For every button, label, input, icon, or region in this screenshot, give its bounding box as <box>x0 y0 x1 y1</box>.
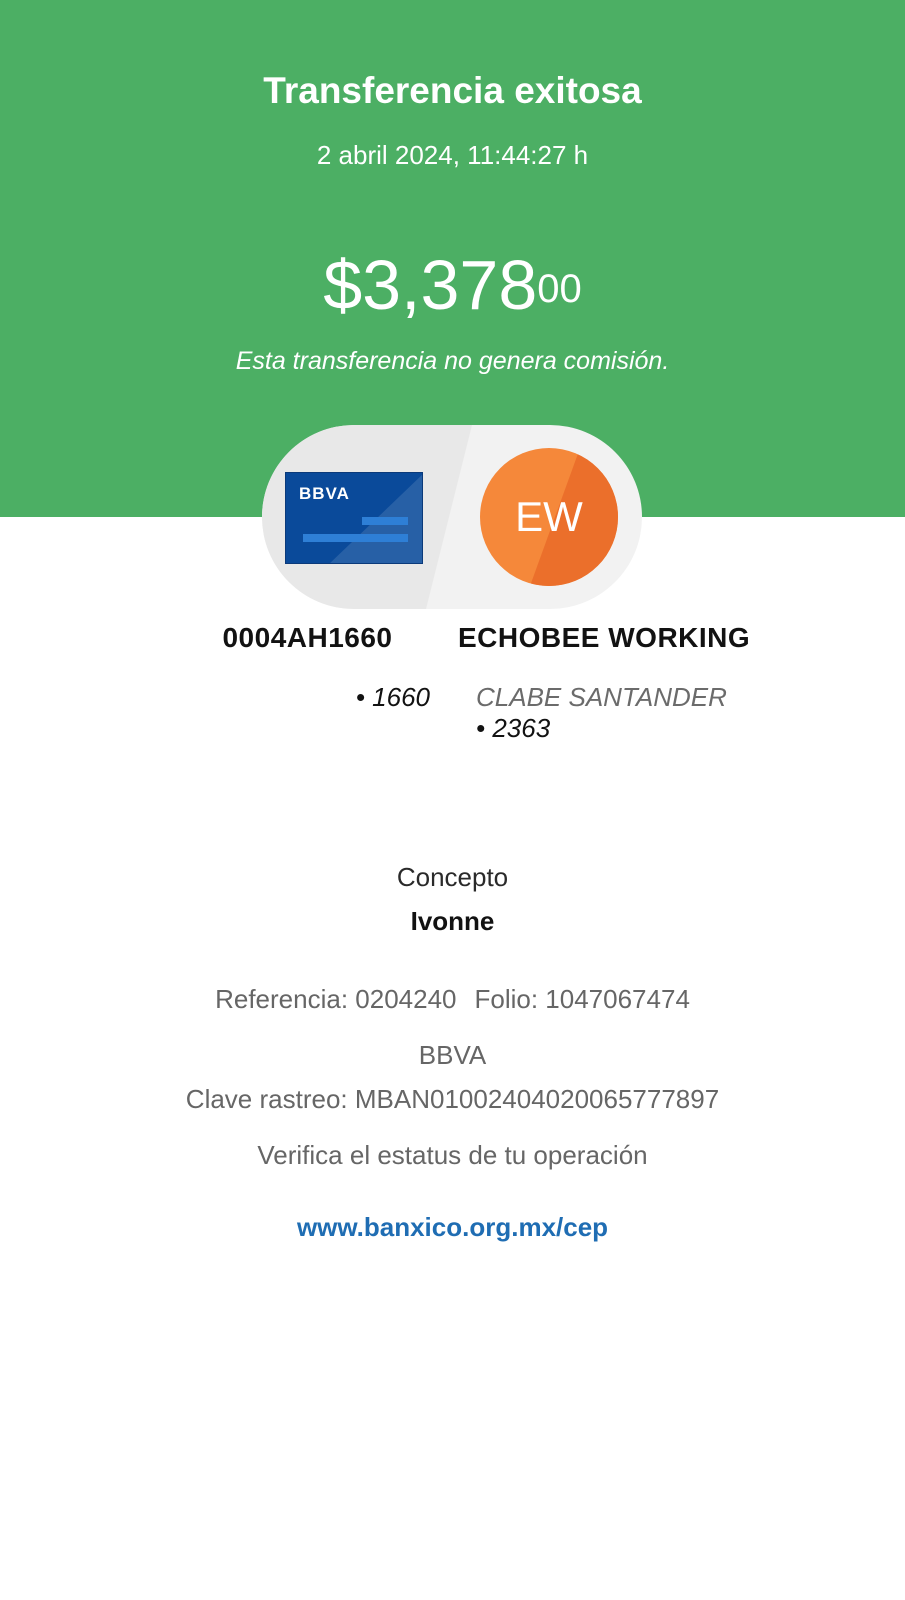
bank-card-icon <box>285 472 423 564</box>
transfer-datetime: 2 abril 2024, 11:44:27 h <box>316 140 589 170</box>
transfer-parties-pill <box>262 425 642 609</box>
amount-main: $3,378 <box>323 246 538 324</box>
concept-value: Ivonne <box>410 906 495 936</box>
page-title: Transferencia exitosa <box>263 70 642 111</box>
transfer-amount <box>0 245 905 325</box>
folio-number: Folio: 1047067474 <box>474 984 690 1014</box>
card-logo: BBVA <box>299 484 350 503</box>
recipient-avatar <box>480 448 618 586</box>
tracking-key: Clave rastreo: MBAN01002404020065777897 <box>185 1084 720 1114</box>
avatar-initials: EW <box>515 493 583 540</box>
issuing-bank: BBVA <box>418 1040 487 1070</box>
origin-last-digits: • 1660 <box>355 682 430 712</box>
origin-account: 0004AH1660 <box>222 622 393 653</box>
banxico-cep-link[interactable]: www.banxico.org.mx/cep <box>296 1212 609 1242</box>
card-stripe <box>362 517 408 525</box>
fee-note: Esta transferencia no genera comisión. <box>235 347 670 375</box>
recipient-last-digits: • 2363 <box>476 713 551 743</box>
recipient-bank: CLABE SANTANDER <box>476 682 727 712</box>
card-stripe <box>303 534 408 542</box>
amount-cents: 00 <box>537 267 582 311</box>
reference-line <box>0 984 905 1015</box>
verify-text: Verifica el estatus de tu operación <box>257 1140 648 1170</box>
banxico-link-container <box>0 1212 905 1243</box>
concept-label: Concepto <box>396 862 509 892</box>
recipient-name: ECHOBEE WORKING <box>458 622 751 653</box>
reference-number: Referencia: 0204240 <box>215 984 457 1014</box>
